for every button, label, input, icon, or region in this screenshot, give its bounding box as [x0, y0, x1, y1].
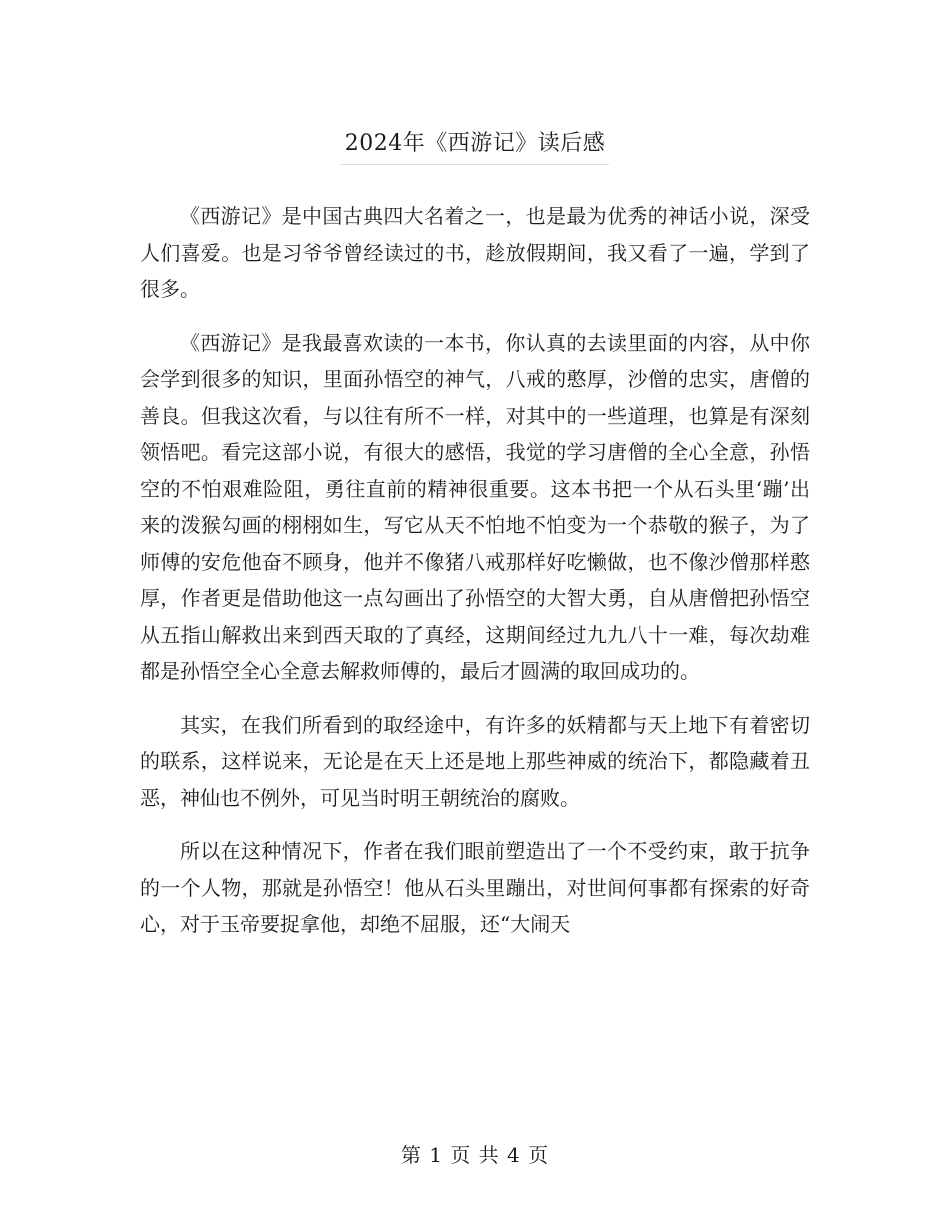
- page-number-footer: 第 1 页 共 4 页: [400, 1143, 550, 1167]
- paragraph-2: 《西游记》是我最喜欢读的一本书，你认真的去读里面的内容，从中你会学到很多的知识，里面孙悟空的神气，八戒的憨厚，沙僧的忠实，唐僧的善良。但我这次看，与以往有所不一样，对其中的一些道理，也算是有深刻领悟吧。看完这部小说，有很大的感悟，我觉的学习唐僧的全心全意，孙悟空的不怕艰难险阻，勇往直前的精神很重要。这本书把一个从石头里‘蹦’出来的泼猴勾画的栩栩如生，写它从天不怕地不怕变为一个恭敬的猴子，为了师傅的安危他奋不顾身，他并不像猪八戒那样好吃懒做，也不像沙僧那样憨厚，作者更是借助他这一点勾画出了孙悟空的大智大勇，自从唐僧把孙悟空从五指山解救出来到西天取的了真经，这期间经过九九八十一难，每次劫难都是孙悟空全心全意去解救师傅的，最后才圆满的取回成功的。: [140, 330, 810, 683]
- title-container: [0, 126, 950, 165]
- document-title: 2024年《西游记》读后感: [341, 126, 610, 165]
- document-body: [140, 198, 810, 943]
- paragraph-1: 《西游记》是中国古典四大名着之一，也是最为优秀的神话小说，深受人们喜爱。也是习爷爷曾经读过的书，趁放假期间，我又看了一遍，学到了很多。: [140, 204, 810, 301]
- paragraph-4: 所以在这种情况下，作者在我们眼前塑造出了一个不受约束，敢于抗争的一个人物，那就是孙悟空！他从石头里蹦出，对世间何事都有探索的好奇心，对于玉帝要捉拿他，却绝不屈服，还“大闹天: [140, 839, 810, 936]
- paragraph-3: 其实，在我们所看到的取经途中，有许多的妖精都与天上地下有着密切的联系，这样说来，无论是在天上还是地上那些神威的统治下，都隐藏着丑恶，神仙也不例外，可见当时明王朝统治的腐败。: [140, 712, 810, 810]
